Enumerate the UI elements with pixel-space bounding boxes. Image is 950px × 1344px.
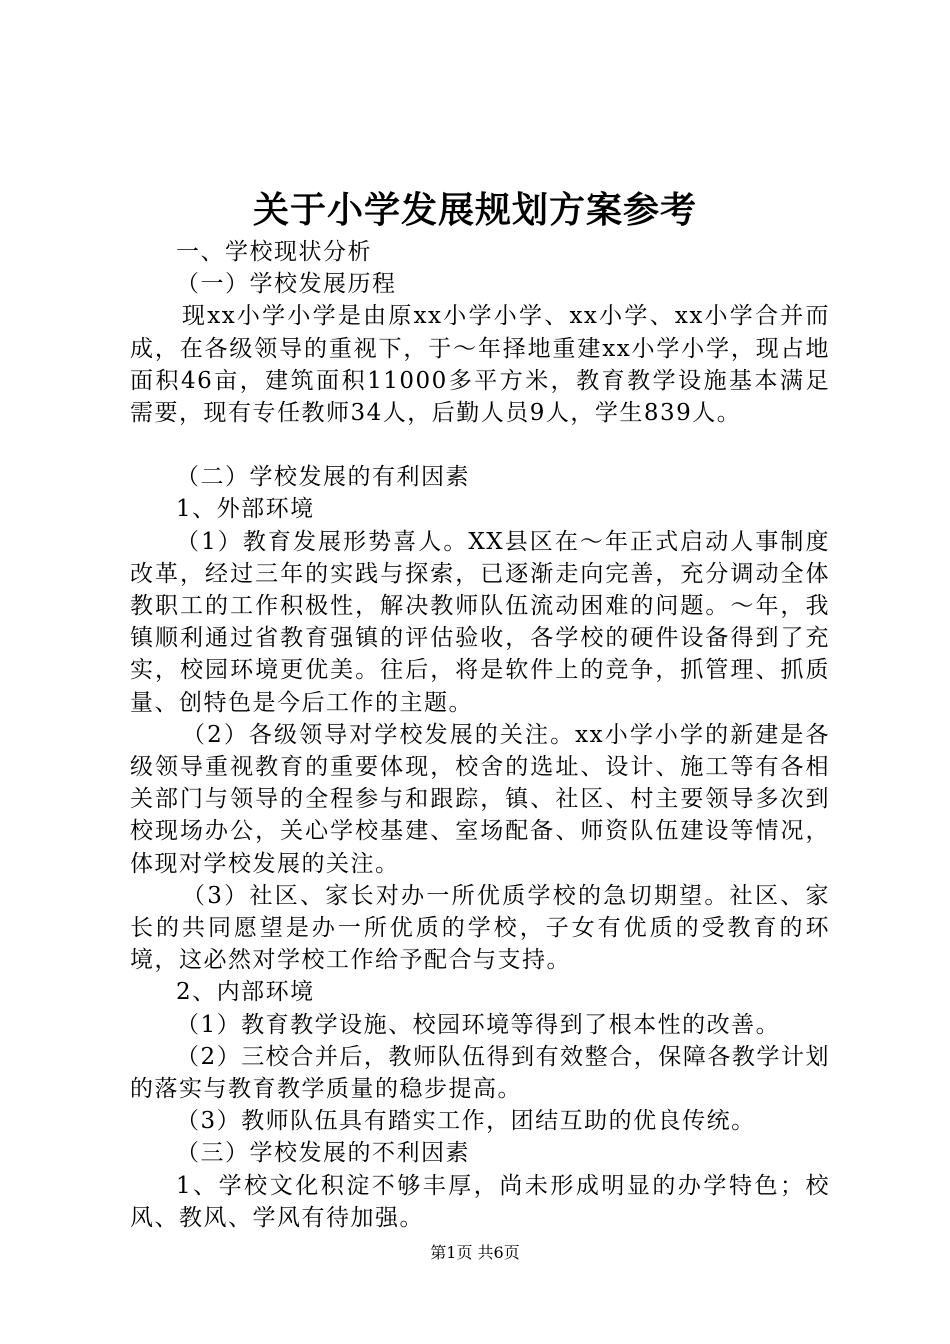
document-title: 关于小学发展规划方案参考 bbox=[252, 189, 697, 231]
item-heading: 2、内部环境 bbox=[176, 979, 315, 1006]
paragraph: 现xx小学小学是由原xx小学小学、xx小学、xx小学合并而成，在各级领导的重视下，于～年择地重建xx小学小学，现占地面积46亩，建筑面积11000多平方米，教育教学设施基本满足需要，现有专任教师34人，后勤人员9人，学生839人。 bbox=[130, 303, 830, 427]
paragraph-spacer bbox=[130, 429, 830, 461]
paragraph: （3）教师队伍具有踏实工作，团结互助的优良传统。 bbox=[176, 1108, 756, 1135]
section-heading: 一、学校现状分析 bbox=[176, 239, 372, 265]
page-footer: 第1页 共6页 bbox=[430, 1243, 520, 1262]
subsection-heading: （三）学校发展的不利因素 bbox=[176, 1140, 470, 1167]
item-heading: 1、外部环境 bbox=[176, 496, 315, 523]
paragraph: （1）教育发展形势喜人。XX县区在～年正式启动人事制度改革，经过三年的实践与探索，已逐渐走向完善，充分调动全体教职工的工作积极性，解决教师队伍流动困难的问题。～年，我镇顺利通过省教育强镇的评估验收，各学校的硬件设备得到了充实，校园环境更优美。往后，将是软件上的竞争，抓管理、抓质量、创特色是今后工作的主题。 bbox=[130, 528, 830, 716]
paragraph: （1）教育教学设施、校园环境等得到了根本性的改善。 bbox=[176, 1011, 781, 1038]
paragraph: （2）各级领导对学校发展的关注。xx小学小学的新建是各级领导重视教育的重要体现，校舍的选址、设计、施工等有各相关部门与领导的全程参与和跟踪，镇、社区、村主要领导多次到校现场办公，关心学校基建、室场配备、师资队伍建设等情况，体现对学校发展的关注。 bbox=[130, 721, 830, 877]
subsection-heading: （一）学校发展历程 bbox=[176, 271, 397, 298]
subsection-heading: （二）学校发展的有利因素 bbox=[176, 464, 470, 491]
paragraph: （3）社区、家长对办一所优质学校的急切期望。社区、家长的共同愿望是办一所优质的学校，子女有优质的受教育的环境，这必然对学校工作给予配合与支持。 bbox=[130, 882, 830, 974]
paragraph: 1、学校文化积淀不够丰厚，尚未形成明显的办学特色；校风、教风、学风有待加强。 bbox=[130, 1172, 830, 1231]
paragraph: （2）三校合并后，教师队伍得到有效整合，保障各教学计划的落实与教育教学质量的稳步提高。 bbox=[130, 1043, 830, 1103]
document-body bbox=[130, 236, 830, 1234]
